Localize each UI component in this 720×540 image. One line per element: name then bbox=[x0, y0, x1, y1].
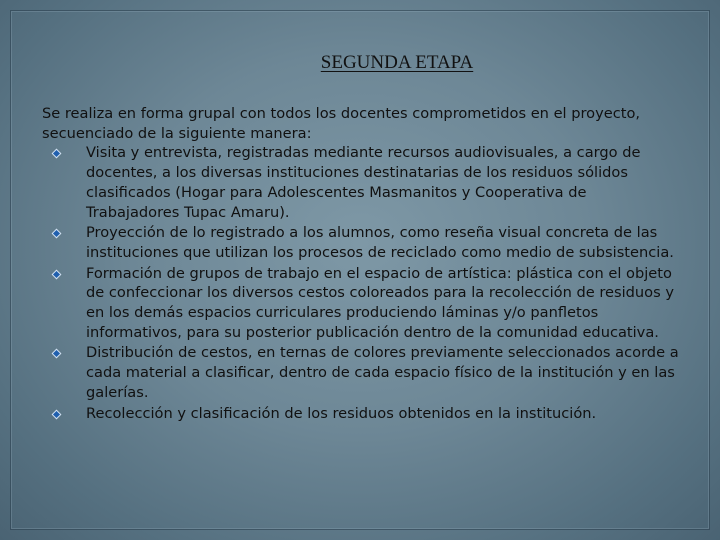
list-item-text: Distribución de cestos, en ternas de colores previamente seleccionados acorde a cada material a clasificar, dentro de cada espacio físico de la institución y en las galerías. bbox=[86, 344, 679, 401]
list-item-text: Proyección de lo registrado a los alumnos, como reseña visual concreta de las instituciones que utilizan los procesos de reciclado como medio de subsistencia. bbox=[86, 224, 674, 261]
diamond-bullet-icon bbox=[53, 350, 60, 357]
slide-body bbox=[42, 104, 682, 424]
list-item-text: Recolección y clasificación de los residuos obtenidos en la institución. bbox=[86, 404, 597, 422]
list-item bbox=[42, 404, 682, 424]
slide-title bbox=[0, 52, 720, 74]
intro-paragraph: Se realiza en forma grupal con todos los docentes comprometidos en el proyecto, secuenciado de la siguiente manera: bbox=[42, 105, 641, 142]
diamond-bullet-icon bbox=[53, 230, 60, 237]
list-item bbox=[42, 343, 682, 402]
slide-title-text: SEGUNDA ETAPA bbox=[320, 52, 474, 73]
list-item bbox=[42, 223, 682, 262]
diamond-bullet-icon bbox=[53, 411, 60, 418]
list-item-text: Visita y entrevista, registradas mediante recursos audiovisuales, a cargo de docentes, a los diversas instituciones destinatarias de los residuos sólidos clasificados (Hogar para Adolescentes Masmanitos y Cooperativa de Trabajadores Tupac Amaru). bbox=[86, 144, 641, 221]
list-item bbox=[42, 264, 682, 343]
list-item bbox=[42, 143, 682, 222]
list-item-text: Formación de grupos de trabajo en el espacio de artística: plástica con el objeto de confeccionar los diversos cestos coloreados para la recolección de residuos y en los demás espacios curriculares produciendo láminas y/o panfletos informativos, para su posterior publicación dentro de la comunidad educativa. bbox=[86, 264, 674, 341]
diamond-bullet-icon bbox=[53, 271, 60, 278]
bullet-list bbox=[42, 143, 682, 423]
diamond-bullet-icon bbox=[53, 150, 60, 157]
